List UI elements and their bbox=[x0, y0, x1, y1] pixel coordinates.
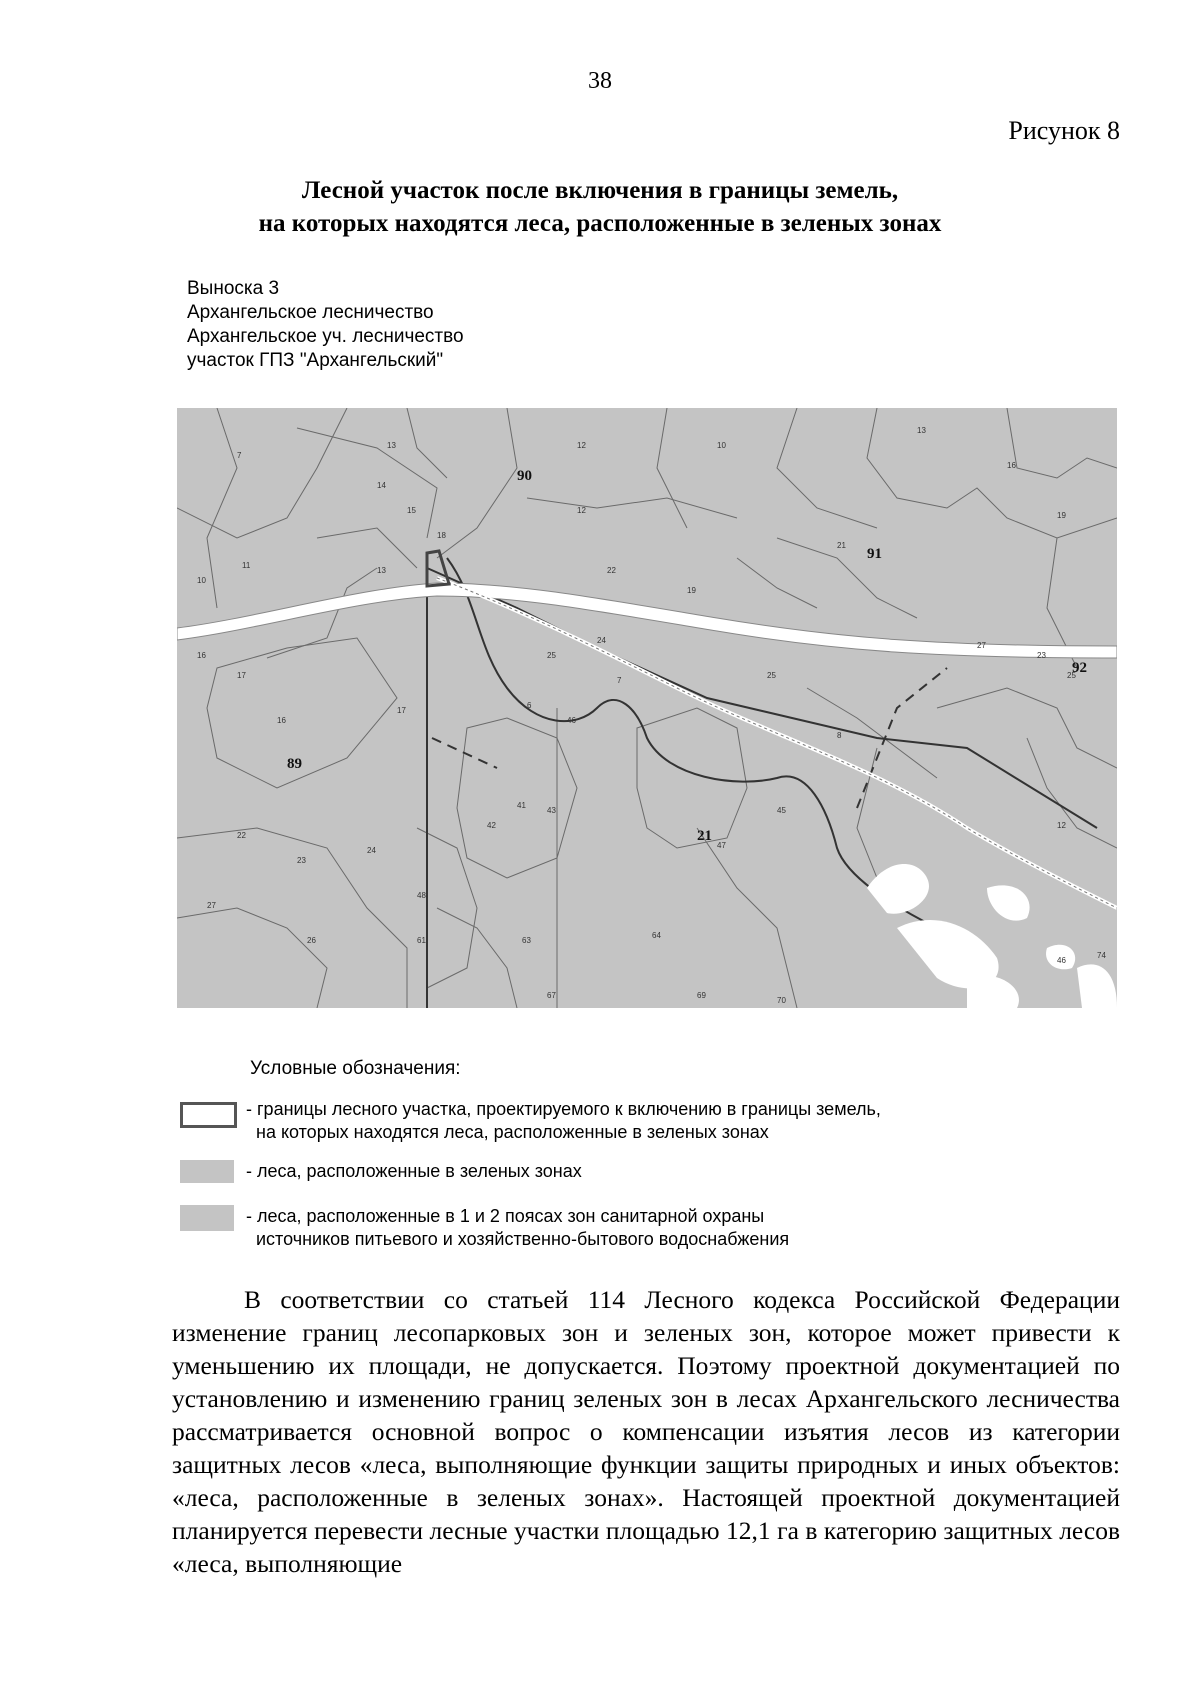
legend-item3-line2: источников питьевого и хозяйственно-бытового водоснабжения bbox=[256, 1229, 790, 1249]
svg-text:11: 11 bbox=[242, 561, 251, 570]
quarter-number-21: 21 bbox=[697, 828, 712, 844]
svg-text:67: 67 bbox=[547, 991, 556, 1000]
svg-text:19: 19 bbox=[687, 586, 696, 595]
figure-title-line-2: на которых находятся леса, расположенные в зеленых зонах bbox=[258, 210, 942, 237]
svg-text:41: 41 bbox=[517, 801, 526, 810]
svg-text:14: 14 bbox=[377, 481, 386, 490]
svg-text:17: 17 bbox=[397, 706, 406, 715]
svg-text:43: 43 bbox=[547, 806, 556, 815]
svg-text:63: 63 bbox=[522, 936, 531, 945]
svg-text:7: 7 bbox=[237, 451, 242, 460]
svg-text:15: 15 bbox=[407, 506, 416, 515]
quarter-number-89: 89 bbox=[287, 756, 302, 772]
quarter-number-90: 90 bbox=[517, 468, 532, 484]
svg-text:61: 61 bbox=[417, 936, 426, 945]
svg-text:70: 70 bbox=[777, 996, 786, 1005]
legend-item2: - леса, расположенные в зеленых зонах bbox=[246, 1161, 582, 1181]
svg-text:12: 12 bbox=[577, 506, 586, 515]
page-number: 38 bbox=[588, 68, 612, 94]
svg-text:16: 16 bbox=[1007, 461, 1016, 470]
sanitary-zone-forest-swatch bbox=[180, 1205, 234, 1231]
svg-text:13: 13 bbox=[387, 441, 396, 450]
forest-area bbox=[177, 408, 1117, 1008]
svg-text:8: 8 bbox=[837, 731, 842, 740]
svg-text:45: 45 bbox=[777, 806, 786, 815]
quarter-number-91: 91 bbox=[867, 546, 882, 562]
svg-text:27: 27 bbox=[977, 641, 986, 650]
figure-title-line-1: Лесной участок после включения в границы земель, bbox=[301, 177, 899, 204]
svg-text:10: 10 bbox=[717, 441, 726, 450]
legend-item1-line1: - границы лесного участка, проектируемого к включению в границы земель, bbox=[246, 1099, 881, 1119]
figure-label: Рисунок 8 bbox=[1008, 116, 1120, 145]
svg-text:13: 13 bbox=[917, 426, 926, 435]
forest-map bbox=[177, 408, 1117, 1008]
callout-forestry: Архангельское лесничество bbox=[187, 302, 434, 323]
svg-text:22: 22 bbox=[607, 566, 616, 575]
svg-text:24: 24 bbox=[367, 846, 376, 855]
svg-text:46: 46 bbox=[567, 716, 576, 725]
svg-text:18: 18 bbox=[437, 531, 446, 540]
svg-text:22: 22 bbox=[237, 831, 246, 840]
legend-item3-line1: - леса, расположенные в 1 и 2 поясах зон санитарной охраны bbox=[246, 1206, 765, 1226]
svg-text:27: 27 bbox=[207, 901, 216, 910]
callout-section: участок ГПЗ "Архангельский" bbox=[187, 350, 444, 371]
parcel-boundary-swatch bbox=[180, 1102, 237, 1128]
legend-item1-line2: на которых находятся леса, расположенные в зеленых зонах bbox=[256, 1122, 769, 1142]
svg-text:48: 48 bbox=[417, 891, 426, 900]
map-callout bbox=[187, 277, 464, 373]
body-paragraph: В соответствии со статьей 114 Лесного кодекса Российской Федерации изменение границ лесопарковых зон и зеленых зон, которое может привести к уменьшению их площади, не допускается. Поэтому проектной документацией по установлению и изменению границ зеленых зон в лесах Архангельского лесничества рассматривается основной вопрос о компенсации изъятия лесов из категории защитных лесов «леса, выполняющие функции защиты природных и иных объектов: «леса, расположенные в зеленых зонах». Настоящей проектной документацией планируется перевести лесные участки площадью 12,1 га в категорию защитных лесов «леса, выполняющие bbox=[172, 1285, 1120, 1578]
svg-text:74: 74 bbox=[1097, 951, 1106, 960]
quarter-number-92: 92 bbox=[1072, 660, 1087, 676]
svg-text:7: 7 bbox=[617, 676, 622, 685]
svg-text:16: 16 bbox=[277, 716, 286, 725]
svg-text:12: 12 bbox=[577, 441, 586, 450]
svg-text:12: 12 bbox=[1057, 821, 1066, 830]
figure-title bbox=[150, 174, 1050, 240]
svg-text:25: 25 bbox=[767, 671, 776, 680]
svg-text:25: 25 bbox=[1067, 671, 1076, 680]
svg-text:16: 16 bbox=[197, 651, 206, 660]
svg-text:17: 17 bbox=[237, 671, 246, 680]
callout-number: Выноска 3 bbox=[187, 278, 280, 299]
svg-text:26: 26 bbox=[307, 936, 316, 945]
callout-district-forestry: Архангельское уч. лесничество bbox=[187, 326, 464, 347]
svg-text:24: 24 bbox=[597, 636, 606, 645]
legend-title: Условные обозначения: bbox=[250, 1058, 461, 1079]
svg-text:64: 64 bbox=[652, 931, 661, 940]
svg-text:23: 23 bbox=[1037, 651, 1046, 660]
svg-text:6: 6 bbox=[527, 701, 532, 710]
svg-text:42: 42 bbox=[487, 821, 496, 830]
svg-text:10: 10 bbox=[197, 576, 206, 585]
svg-text:25: 25 bbox=[547, 651, 556, 660]
svg-text:13: 13 bbox=[377, 566, 386, 575]
svg-text:23: 23 bbox=[297, 856, 306, 865]
svg-text:19: 19 bbox=[1057, 511, 1066, 520]
green-zone-forest-swatch bbox=[180, 1160, 234, 1183]
svg-text:47: 47 bbox=[717, 841, 726, 850]
svg-text:46: 46 bbox=[1057, 956, 1066, 965]
svg-text:21: 21 bbox=[837, 541, 846, 550]
svg-text:69: 69 bbox=[697, 991, 706, 1000]
